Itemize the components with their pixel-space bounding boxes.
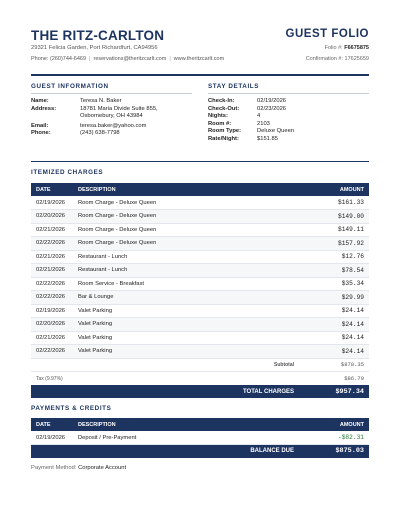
guest-address — [80, 106, 158, 121]
charge-row-date: 02/21/2026 — [31, 223, 73, 237]
nights-count: 4 — [257, 113, 261, 120]
amount-column-header: AMOUNT — [299, 183, 369, 196]
tax-label: Tax (9.97%) — [36, 375, 63, 382]
charge-row-description: Valet Parking — [73, 318, 299, 332]
charge-row-description: Restaurant - Lunch — [73, 250, 299, 264]
guest-name: Teresa N. Baker — [80, 98, 122, 104]
guest-address-line2: Osbornebury, OH 43984 — [80, 113, 143, 120]
charge-row-date: 02/21/2026 — [31, 331, 73, 345]
payment-amount-header: AMOUNT — [299, 418, 369, 431]
total-spacer — [31, 385, 73, 398]
charges-section-title: ITEMIZED CHARGES — [31, 169, 104, 176]
payment-date-header: DATE — [31, 418, 73, 431]
hotel-contact — [31, 56, 224, 62]
checkout-label: Check-Out: — [208, 105, 240, 112]
payments-header-row — [31, 418, 369, 431]
hotel-email[interactable]: reservations@theritzcarlt.com — [93, 56, 167, 62]
charges-table — [31, 183, 369, 398]
total-value: $957.34 — [299, 385, 369, 398]
charge-row-date: 02/22/2026 — [31, 237, 73, 251]
charge-row-date: 02/21/2026 — [31, 264, 73, 278]
subtotal-label: Subtotal — [73, 358, 299, 372]
confirmation-label: Confirmation #: — [305, 56, 343, 62]
stay-section-title: STAY DETAILS — [208, 83, 369, 94]
confirmation-value: 17625659 — [344, 56, 369, 62]
payments-body — [31, 431, 369, 445]
guest-email-row — [31, 123, 192, 131]
charge-row-description: Room Charge - Deluxe Queen — [73, 237, 299, 251]
confirmation-number — [306, 56, 369, 62]
charge-row-date: 02/19/2026 — [31, 196, 73, 210]
payment-method-label: Payment Method: — [31, 465, 77, 471]
hotel-phone: Phone: (260)744-6469 — [31, 56, 87, 62]
stay-details — [208, 83, 369, 144]
charge-row-description: Bar & Lounge — [73, 291, 299, 305]
payment-method — [31, 465, 126, 471]
room-row — [208, 121, 369, 129]
guest-address-line1: 18781 Maria Divide Suite 855, — [80, 105, 158, 112]
tax-value: $86.79 — [344, 375, 364, 382]
hotel-website[interactable]: www.theritzcarlt.com — [173, 56, 225, 62]
charge-row-description: Valet Parking — [73, 304, 299, 318]
charge-row — [31, 291, 369, 305]
guest-phone-label: Phone: — [31, 130, 51, 137]
checkout-row — [208, 106, 369, 114]
charge-row-amount: $157.92 — [299, 237, 369, 251]
separator: | — [169, 56, 171, 62]
payments-table — [31, 418, 369, 458]
charge-row-amount: $24.14 — [299, 345, 369, 359]
payment-description-header: DESCRIPTION — [73, 418, 299, 431]
charges-body — [31, 196, 369, 358]
folio-number-label: Folio #: — [324, 45, 343, 51]
checkin-row — [208, 98, 369, 106]
subtotal-value: $870.35 — [299, 358, 369, 372]
charge-row — [31, 318, 369, 332]
balance-spacer — [31, 445, 73, 458]
charge-row-date: 02/21/2026 — [31, 250, 73, 264]
total-label: TOTAL CHARGES — [73, 385, 299, 398]
charge-row — [31, 304, 369, 318]
guest-phone: (243) 638-7798 — [80, 130, 120, 137]
folio-number-value: F6675875 — [344, 45, 369, 51]
payment-method-value: Corporate Account — [78, 465, 127, 471]
rate-label: Rate/Night: — [208, 135, 239, 142]
guest-email-label: Email: — [31, 122, 49, 129]
charge-row-amount: $149.11 — [299, 223, 369, 237]
charge-row-amount: $29.99 — [299, 291, 369, 305]
payment-row — [31, 431, 369, 445]
payments-section-title: PAYMENTS & CREDITS — [31, 405, 112, 412]
charge-row-date: 02/20/2026 — [31, 318, 73, 332]
date-column-header: DATE — [31, 183, 73, 196]
room-type: Deluxe Queen — [257, 128, 295, 135]
guest-information — [31, 83, 192, 138]
charge-row-date: 02/22/2026 — [31, 291, 73, 305]
room-label: Room #: — [208, 120, 232, 127]
charge-row-date: 02/19/2026 — [31, 304, 73, 318]
charge-row-description: Valet Parking — [73, 331, 299, 345]
nightly-rate: $151.85 — [257, 135, 278, 142]
rate-row — [208, 136, 369, 144]
charge-row-amount: $161.33 — [299, 196, 369, 210]
charge-row-amount: $149.00 — [299, 210, 369, 224]
room-number: 2103 — [257, 120, 270, 127]
header-divider — [31, 74, 369, 76]
charge-row-date: 02/22/2026 — [31, 277, 73, 291]
charge-row-description: Restaurant - Lunch — [73, 264, 299, 278]
checkout-date: 02/23/2026 — [257, 105, 287, 112]
total-row — [31, 385, 369, 398]
subtotal-row — [31, 358, 369, 372]
charge-row-date: 02/20/2026 — [31, 210, 73, 224]
balance-value: $875.03 — [299, 445, 369, 458]
guest-address-row — [31, 106, 192, 121]
subtotal-spacer — [31, 358, 73, 372]
section-divider — [31, 161, 369, 162]
checkin-label: Check-In: — [208, 98, 235, 104]
charge-row — [31, 331, 369, 345]
room-type-row — [208, 128, 369, 136]
charge-row-amount: $78.54 — [299, 264, 369, 278]
guest-email[interactable]: teresa.baker@yahoo.com — [80, 122, 147, 129]
separator: | — [89, 56, 91, 62]
charge-row-amount: $12.76 — [299, 250, 369, 264]
balance-row — [31, 445, 369, 458]
guest-phone-row — [31, 130, 192, 138]
guest-name-row — [31, 98, 192, 106]
folio-title: GUEST FOLIO — [285, 28, 369, 40]
description-column-header: DESCRIPTION — [73, 183, 299, 196]
hotel-address: 29321 Felicia Garden, Port Richardfurt, CA94956 — [31, 45, 158, 51]
charge-row-description: Valet Parking — [73, 345, 299, 359]
charge-row-amount: $24.14 — [299, 304, 369, 318]
guest-name-label: Name: — [31, 98, 49, 104]
payment-row-description: Deposit / Pre-Payment — [73, 431, 299, 445]
guest-section-title: GUEST INFORMATION — [31, 83, 192, 94]
charge-row-description: Room Service - Breakfast — [73, 277, 299, 291]
charge-row — [31, 250, 369, 264]
checkin-date: 02/19/2026 — [257, 98, 287, 104]
charge-row — [31, 277, 369, 291]
charge-row — [31, 345, 369, 359]
charges-header-row — [31, 183, 369, 196]
folio-number — [325, 45, 369, 51]
charge-row — [31, 237, 369, 251]
charge-row-date: 02/22/2026 — [31, 345, 73, 359]
charge-row-description: Room Charge - Deluxe Queen — [73, 210, 299, 224]
charge-row-description: Room Charge - Deluxe Queen — [73, 196, 299, 210]
charge-row-amount: $24.14 — [299, 318, 369, 332]
payment-row-date: 02/19/2026 — [31, 431, 73, 445]
tax-row — [31, 372, 369, 386]
payment-row-amount: -$82.31 — [299, 431, 369, 445]
charge-row — [31, 223, 369, 237]
charge-row — [31, 210, 369, 224]
nights-label: Nights: — [208, 113, 228, 120]
charge-row-amount: $24.14 — [299, 331, 369, 345]
nights-row — [208, 113, 369, 121]
charge-row — [31, 196, 369, 210]
charge-row-amount: $35.34 — [299, 277, 369, 291]
hotel-name: THE RITZ-CARLTON — [31, 28, 165, 43]
header — [31, 0, 369, 66]
balance-label: BALANCE DUE — [73, 445, 299, 458]
room-type-label: Room Type: — [208, 128, 242, 135]
charge-row-description: Room Charge - Deluxe Queen — [73, 223, 299, 237]
charge-row — [31, 264, 369, 278]
guest-address-label: Address: — [31, 105, 57, 112]
